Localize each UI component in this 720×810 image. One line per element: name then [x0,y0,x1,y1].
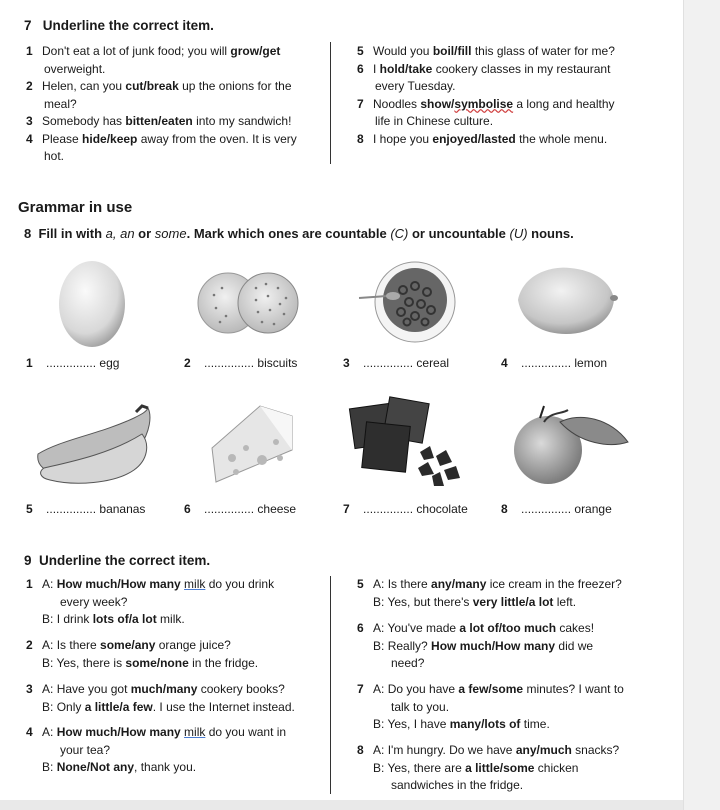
answer-blank[interactable]: ............... [46,502,97,516]
option[interactable]: show/symbolise [420,96,514,111]
option[interactable]: any/many [431,577,487,591]
section-heading: Grammar in use [18,199,133,216]
scrollbar[interactable] [683,0,720,810]
ex7-heading [24,18,214,33]
ex7-item-4: 4 Please hide/keep away from the oven. It is very [26,131,297,146]
lemon-icon [514,264,618,338]
ex9-q4: 4 A: How much/How many milk do you want in your tea? B: None/Not any, thank you. [26,725,287,774]
answer-blank[interactable]: ............... [204,502,255,516]
option[interactable]: a little/a few [84,699,153,714]
ex7-item-4-line2: hot. [44,149,65,163]
cereal-icon [357,260,461,344]
biscuits-icon [196,270,302,336]
option[interactable]: boil/fill [432,44,472,58]
chocolate-icon [348,396,468,492]
option[interactable]: any/much [515,743,572,757]
ex7-item-7-line2: life in Chinese culture. [375,114,494,128]
ex8-item-3: 3 ............... cereal [343,356,450,370]
ex9-q5: 5 A: Is there any/many ice cream in the freezer? B: Yes, but there's very little/a lot left. [357,577,622,609]
ex7-item-1-line2: overweight. [44,61,106,76]
ex8-item-5: 5 ............... bananas [26,502,146,516]
ex9-q1: 1 A: How much/How many milk do you drink every week? B: I drink lots of/a lot milk. [26,577,275,626]
ex8-item-4: 4 ............... lemon [501,356,608,370]
ex7-item-6: 6 I hold/take cookery classes in my restaurant [357,61,611,76]
ex7-title: Underline the correct item. [42,18,214,33]
ex8-item-8: 8 ............... orange [501,502,612,516]
option[interactable]: How much/How many [56,725,185,739]
option[interactable]: lots of/a lot [92,612,157,626]
ex8-item-6: 6 ............... cheese [184,502,297,516]
column-divider [330,576,331,794]
answer-blank[interactable]: ............... [521,502,572,516]
option[interactable]: How much/How many [56,577,185,591]
option[interactable]: None/Not any [56,760,135,774]
ex7-item-8: 8 I hope you enjoyed/lasted the whole menu. [357,131,608,146]
answer-blank[interactable]: ............... [521,356,572,370]
option[interactable]: much/many [130,682,198,696]
option[interactable]: cut/break [125,79,179,93]
option[interactable]: How much/How many [431,638,556,653]
option[interactable]: very little/a lot [472,594,554,609]
ex7-item-2: 2 Helen, can you cut/break up the onions for the [26,79,292,93]
answer-blank[interactable]: ............... [46,356,97,370]
option[interactable]: grow/get [230,44,281,58]
ex7-item-7: 7 Noodles show/symbolise a long and healthy [357,96,615,111]
option[interactable]: hide/keep [82,131,138,146]
egg-icon [56,252,128,348]
column-divider [330,42,331,164]
ex8-heading: 8 Fill in with a, an or some. Mark which ones are countable (C) or uncountable (U) nouns. [24,226,574,241]
option[interactable]: some/none [125,655,189,670]
ex8-item-1: 1 ............... egg [26,356,120,370]
ex7-item-6-line2: every Tuesday. [375,79,456,93]
ex7-item-2-line2: meal? [44,96,77,111]
option[interactable]: some/any [100,638,156,652]
bananas-icon [30,404,156,486]
ex9-q8: 8 A: I'm hungry. Do we have any/much snacks? B: Yes, there are a little/some chicken sandwiches in the fridge. [357,743,620,792]
cheese-icon [206,400,296,484]
ex7-left-column [26,43,326,166]
ex7-item-5: 5 Would you boil/fill this glass of water for me? [357,44,615,58]
ex9-q2: 2 A: Is there some/any orange juice? B: Yes, there is some/none in the fridge. [26,638,259,670]
option[interactable]: many/lots of [449,717,521,731]
answer-blank[interactable]: ............... [363,502,414,516]
ex8-item-2: 2 ............... biscuits [184,356,298,370]
ex7-item-1: 1 Don't eat a lot of junk food; you will grow/get [26,44,281,58]
ex9-q3: 3 A: Have you got much/many cookery books? B: Only a little/a few. I use the Internet instead. [26,682,295,714]
ex9-q6: 6 A: You've made a lot of/too much cakes! B: Really? How much/How many did we need? [357,621,595,670]
option[interactable]: a few/some [458,682,524,696]
ex9-q7: 7 A: Do you have a few/some minutes? I want to talk to you. B: Yes, I have many/lots of time. [357,682,624,731]
ex9-heading: 9 Underline the correct item. [24,553,211,568]
option[interactable]: enjoyed/lasted [432,131,516,146]
answer-blank[interactable]: ............... [204,356,255,370]
option[interactable]: hold/take [379,61,433,76]
option[interactable]: bitten/eaten [125,114,193,128]
ex7-right-column [357,43,657,148]
answer-blank[interactable]: ............... [363,356,414,370]
ex7-item-3: 3 Somebody has bitten/eaten into my sandwich! [26,114,292,128]
orange-icon [510,402,632,486]
option[interactable]: a little/some [465,760,535,775]
option[interactable]: a lot of/too much [459,621,557,635]
ex8-item-7: 7 ............... chocolate [343,502,468,516]
ex7-number: 7 [24,18,32,33]
